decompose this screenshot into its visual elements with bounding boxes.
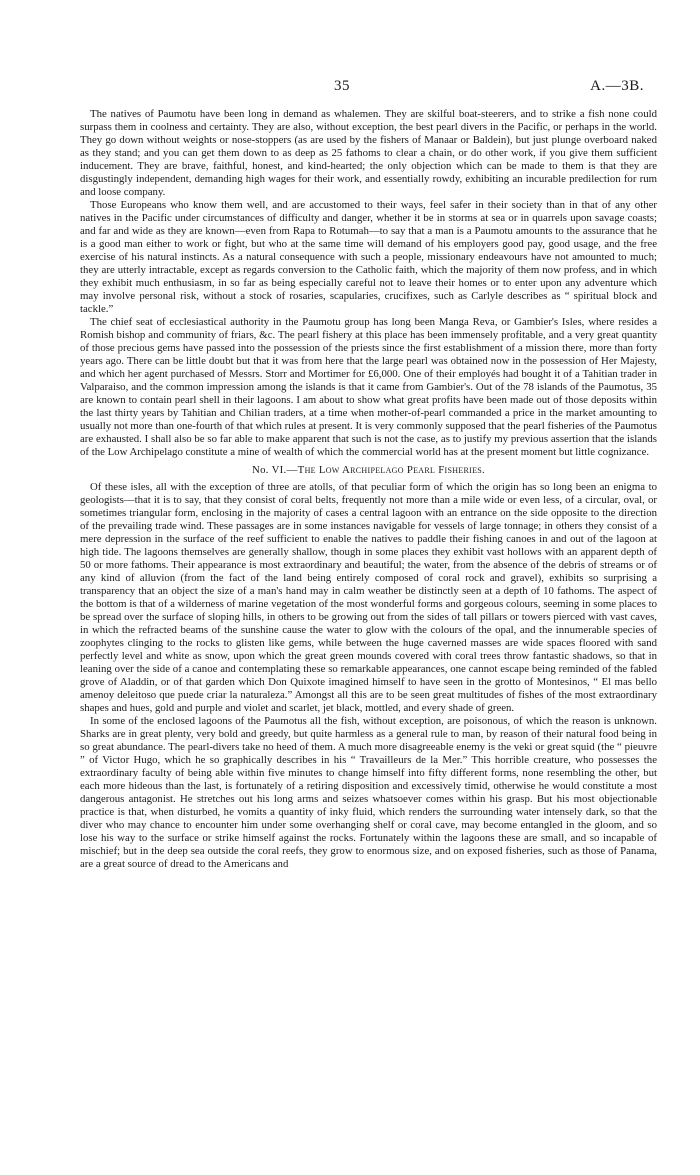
section-number: No. VI.— bbox=[251, 464, 298, 476]
paragraph-ecclesiastical: The chief seat of ecclesiastical authority in the Paumotu group has long been Manga Reva, or Gambier's Isles, where resides a Romish bishop and community of friars, &c. The pearl fishery at this place has been immensely profitable, and a very great quantity of those precious gems have passed into the possession of the priests since the first establishment of a mission there, more than forty years ago. There can be little doubt but that it was from here that the large pearl was obtained now in the possession of Her Majesty, and which her agent purchased of Messrs. Storr and Mortimer for £6,000. One of their employés had bought it of a Tahitian trader in Valparaiso, and the common impression among the islands is that it came from Gambier's. Out of the 78 islands of the Paumotus, 35 are known to contain pearl shell in their lagoons. I am about to show what great profits have been made out of those deposits within the last thirty years by Tahitian and Chilian traders, at a time when mother-of-pearl commanded a price in the market amounting to usually not more than one-fourth of that which rules at present. It is very commonly supposed that the pearl fisheries of the Paumotus are exhausted. I shall also be so far able to make apparent that such is not the case, as to justify my previous assertion that the islands of the Low Archipelago constitute a mine of wealth of which the commercial world has at the present moment but little cognizance. bbox=[80, 316, 657, 458]
page-number: 35 bbox=[334, 78, 350, 94]
paragraph-lagoons-fish: In some of the enclosed lagoons of the Paumotus all the fish, without exception, are poisonous, of which the reason is unknown. Sharks are in great plenty, very bold and greedy, but quite harmless as a general rule to man, by reason of their natural food being in so great abundance. The pearl-divers take no heed of them. A much more disagreeable enemy is the veki or great squid (the “ pieuvre ” of Victor Hugo, which he so graphically describes in his “ Travailleurs de la Mer.” This horrible creature, who possesses the extraordinary faculty of being able within five minutes to change himself into fifty different forms, none resembling the other, but each more hideous than the last, is fortunately of a retiring disposition and excessively timid, otherwise he would constitute a most dangerous antagonist. He stretches out his long arms and seizes whatsoever comes within his grasp. But his most objectionable practice is that, when disturbed, he vomits a quantity of inky fluid, which renders the surrounding water intensely dark, so that the diver who may chance to encounter him under some overhanging shelf or coral cave, may become entangled in the gloom, and so lose his way to the surface or strike himself against the rocks. Fortunately within the lagoons these are small, and so incapable of mischief; but in the deep sea outside the coral reefs, they grow to enormous size, and on exposed fisheries, such as those of Panama, are a great source of dread to the Americans and bbox=[80, 715, 657, 870]
paragraph-whalemen: The natives of Paumotu have been long in demand as whalemen. They are skilful boat-steerers, and to strike a fish none could surpass them in coolness and certainty. They are also, without exception, the best pearl divers in the Pacific, or perhaps in the world. They go down without weights or nose-stoppers (as are used by the fishers of Manaar or Baldein), but just plunge overboard naked as they stand; and you can get them down to as deep as 25 fathoms to clear a chain, or do other work, if you give them sufficient inducement. They are brave, faithful, honest, and kind-hearted; the only objection which can be made to them is that they are disgustingly independent, demanding high wages for their work, and essentially rowdy, exhibiting an incurable predilection for rum and loose company. bbox=[80, 108, 657, 198]
section-heading bbox=[80, 464, 657, 477]
page-header bbox=[0, 78, 700, 98]
body-text bbox=[80, 108, 657, 871]
document-reference: A.—3B. bbox=[590, 78, 644, 94]
paragraph-atolls: Of these isles, all with the exception of three are atolls, of that peculiar form of which the origin has so long been an enigma to geologists—that it is to say, that they consist of coral belts, frequently not more than a mile wide or even less, of a circular, oval, or sometimes triangular form, enclosing in the majority of cases a central lagoon with an entrance on the side opposite to the direction of the prevailing trade wind. These passages are in some instances navigable for vessels of large tonnage; in others they consist of a mere depression in the surface of the reef sufficient to enable the natives to paddle their fishing canoes in and out of the lagoon at high tide. The lagoons themselves are generally shallow, though in some places they exhibit vast hollows with an apparent depth of 50 or more fathoms. Their appearance is most extraordinary and beautiful; the water, from the absence of the debris of streams or of any kind of alluvion (from the fact of the land being entirely composed of coral rock and gravel), exhibits so surprising a transparency that an object the size of a man's hand may in calm weather be distinctly seen at a depth of 10 fathoms. The aspect of the bottom is that of a wilderness of marine vegetation of the most wonderful forms and gorgeous colours, seeming in some places to be spread over the surface of sloping hills, in others to be growing out from the sides of tall pillars or towers pierced with vast caves, in which the refracted beams of the sunshine cause the water to glow with the colours of the opal, and the innumerable species of zoophytes clinging to the rocks to glisten like gems, while between the huge caverned masses are wide spaces floored with sand perfectly level and white as snow, upon which the great green mounds covered with coral trees throw fantastic shadows, so that in leaning over the side of a canoe and contemplating these so remarkable appearances, one cannot escape being reminded of the fabled grove of Aladdin, or of that garden which Don Quixote imagined himself to have seen in the grotto of Montesinos, “ El mas bello amenoy deleitoso que puede criar la naturaleza.” Amongst all this are to be seen great multitudes of fishes of the most extraordinary shapes and hues, gold and purple and violet and scarlet, jet black, mottled, and every shade of green. bbox=[80, 481, 657, 714]
paragraph-europeans: Those Europeans who know them well, and are accustomed to their ways, feel safer in their society than in that of any other natives in the Pacific under circumstances of difficulty and danger, whether it be in storms at sea or in quarrels upon savage coasts; and far and wide as they are known—even from Rapa to Rotumah—to say that a man is a Paumotu amounts to the assurance that he is a good man either to work or fight, but who at the same time will demand of his employers good pay, good usage, and the free exercise of his natural instincts. As a natural consequence with such a people, missionary endeavours have not amounted to much; they are utterly intractable, except as regards conversion to the Catholic faith, which the majority of them now profess, and in which they exhibit much enthusiasm, in so far as being especially careful not to leave their homes or to enter upon any adventure which may involve personal risk, without a stock of rosaries, scapularies, crucifixes, such as Carlyle describes as “ spiritual block and tackle.” bbox=[80, 199, 657, 315]
section-title: The Low Archipelago Pearl Fisheries. bbox=[297, 464, 486, 476]
